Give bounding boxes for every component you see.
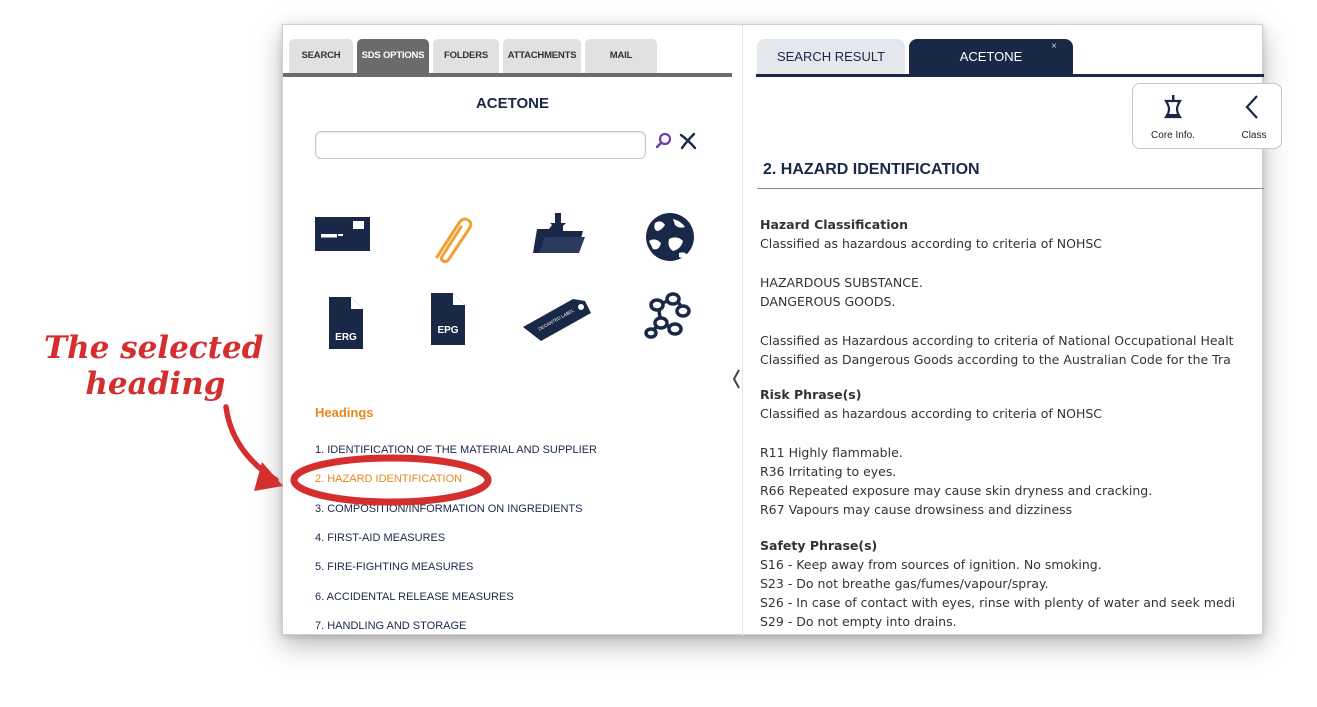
tag-label: DECANTED LABEL bbox=[537, 307, 575, 332]
risk-phrase-r36: R36 Irritating to eyes. bbox=[760, 464, 897, 479]
left-tab-bar bbox=[283, 39, 732, 73]
annotation-line-2: heading bbox=[85, 366, 226, 402]
right-panel bbox=[743, 25, 1267, 636]
section-title: 2. HAZARD IDENTIFICATION bbox=[763, 161, 980, 178]
tab-attachments[interactable]: ATTACHMENTS bbox=[503, 39, 581, 73]
risk-phrase-r11: R11 Highly flammable. bbox=[760, 445, 903, 460]
annotation-line-1: The selected bbox=[44, 330, 264, 366]
class-label: Class bbox=[1241, 130, 1267, 141]
annotation-label bbox=[44, 330, 263, 402]
hazard-classification-text: Classified as hazardous according to criteria of NOHSC bbox=[760, 236, 1103, 251]
annotation-arrow bbox=[226, 407, 276, 480]
risk-phrase-r67: R67 Vapours may cause drowsiness and dizziness bbox=[760, 502, 1073, 517]
dangerous-goods: DANGEROUS GOODS. bbox=[760, 294, 896, 309]
annotation-arrowhead bbox=[254, 462, 283, 491]
tab-acetone[interactable] bbox=[909, 39, 1073, 75]
risk-phrase-r66: R66 Repeated exposure may cause skin dryness and cracking. bbox=[760, 483, 1153, 498]
tab-underline bbox=[283, 73, 732, 77]
collapse-panel-handle[interactable] bbox=[732, 368, 740, 390]
product-title: ACETONE bbox=[475, 95, 550, 112]
left-panel bbox=[283, 25, 742, 636]
sds-document-icon[interactable] bbox=[311, 209, 375, 265]
heading-item-6[interactable]: 6. ACCIDENTAL RELEASE MEASURES bbox=[315, 591, 514, 603]
toolbar bbox=[1132, 83, 1282, 149]
hazard-classification-title: Hazard Classification bbox=[760, 217, 908, 232]
classified-line-1: Classified as Hazardous according to criteria of National Occupational Healt bbox=[760, 333, 1234, 348]
heading-item-5[interactable]: 5. FIRE-FIGHTING MEASURES bbox=[315, 561, 474, 573]
heading-item-2-selected[interactable]: 2. HAZARD IDENTIFICATION bbox=[315, 473, 463, 485]
heading-item-1[interactable]: 1. IDENTIFICATION OF THE MATERIAL AND SUPPLIER bbox=[315, 444, 597, 456]
search-input[interactable] bbox=[315, 131, 646, 159]
decanted-label-tag-icon[interactable] bbox=[519, 289, 593, 349]
search-icon[interactable] bbox=[654, 131, 674, 151]
app-window bbox=[282, 24, 1267, 635]
tab-acetone-label: ACETONE bbox=[959, 49, 1023, 64]
safety-phrases-title: Safety Phrase(s) bbox=[760, 538, 878, 553]
classified-line-2: Classified as Dangerous Goods according to the Australian Code for the Tra bbox=[760, 352, 1231, 367]
paperclip-icon[interactable] bbox=[419, 209, 483, 265]
safety-phrase-s23: S23 - Do not breathe gas/fumes/vapour/spray. bbox=[760, 576, 1049, 591]
tab-mail[interactable]: MAIL bbox=[585, 39, 657, 73]
hazardous-substance: HAZARDOUS SUBSTANCE. bbox=[760, 275, 923, 290]
clear-search-icon[interactable] bbox=[678, 131, 698, 151]
section-content bbox=[760, 215, 1264, 636]
section-rule bbox=[757, 188, 1264, 189]
erg-label: ERG bbox=[335, 332, 357, 343]
epg-label: EPG bbox=[437, 325, 459, 336]
tab-search-result[interactable]: SEARCH RESULT bbox=[757, 39, 905, 75]
heading-item-4[interactable]: 4. FIRST-AID MEASURES bbox=[315, 532, 446, 544]
epg-document-icon[interactable] bbox=[419, 291, 483, 347]
safety-phrase-s26: S26 - In case of contact with eyes, rinse with plenty of water and seek medi bbox=[760, 595, 1236, 610]
right-tab-underline bbox=[756, 74, 1264, 77]
core-info-label: Core Info. bbox=[1151, 130, 1195, 141]
close-tab-icon[interactable]: × bbox=[1051, 41, 1057, 52]
apple-core-icon bbox=[1163, 94, 1183, 120]
risk-phrases-title: Risk Phrase(s) bbox=[760, 387, 862, 402]
safety-phrase-s16: S16 - Keep away from sources of ignition. No smoking. bbox=[760, 557, 1102, 572]
tab-sds-options[interactable]: SDS OPTIONS bbox=[357, 39, 429, 73]
risk-phrases-text: Classified as hazardous according to criteria of NOHSC bbox=[760, 406, 1103, 421]
tag-icon bbox=[1243, 94, 1263, 120]
tab-folders[interactable]: FOLDERS bbox=[433, 39, 499, 73]
headings-title: Headings bbox=[315, 405, 374, 420]
classification-button[interactable] bbox=[1219, 84, 1289, 150]
heading-item-3[interactable]: 3. COMPOSITION/INFORMATION ON INGREDIENTS bbox=[315, 503, 583, 515]
erg-document-icon[interactable] bbox=[311, 295, 375, 351]
safety-phrase-s29: S29 - Do not empty into drains. bbox=[760, 614, 957, 629]
folder-icon[interactable] bbox=[527, 209, 591, 265]
globe-icon[interactable] bbox=[635, 209, 699, 265]
molecule-icon[interactable] bbox=[635, 289, 699, 345]
core-info-button[interactable] bbox=[1138, 84, 1208, 150]
tab-search[interactable]: SEARCH bbox=[289, 39, 353, 73]
heading-item-7[interactable]: 7. HANDLING AND STORAGE bbox=[315, 620, 467, 632]
